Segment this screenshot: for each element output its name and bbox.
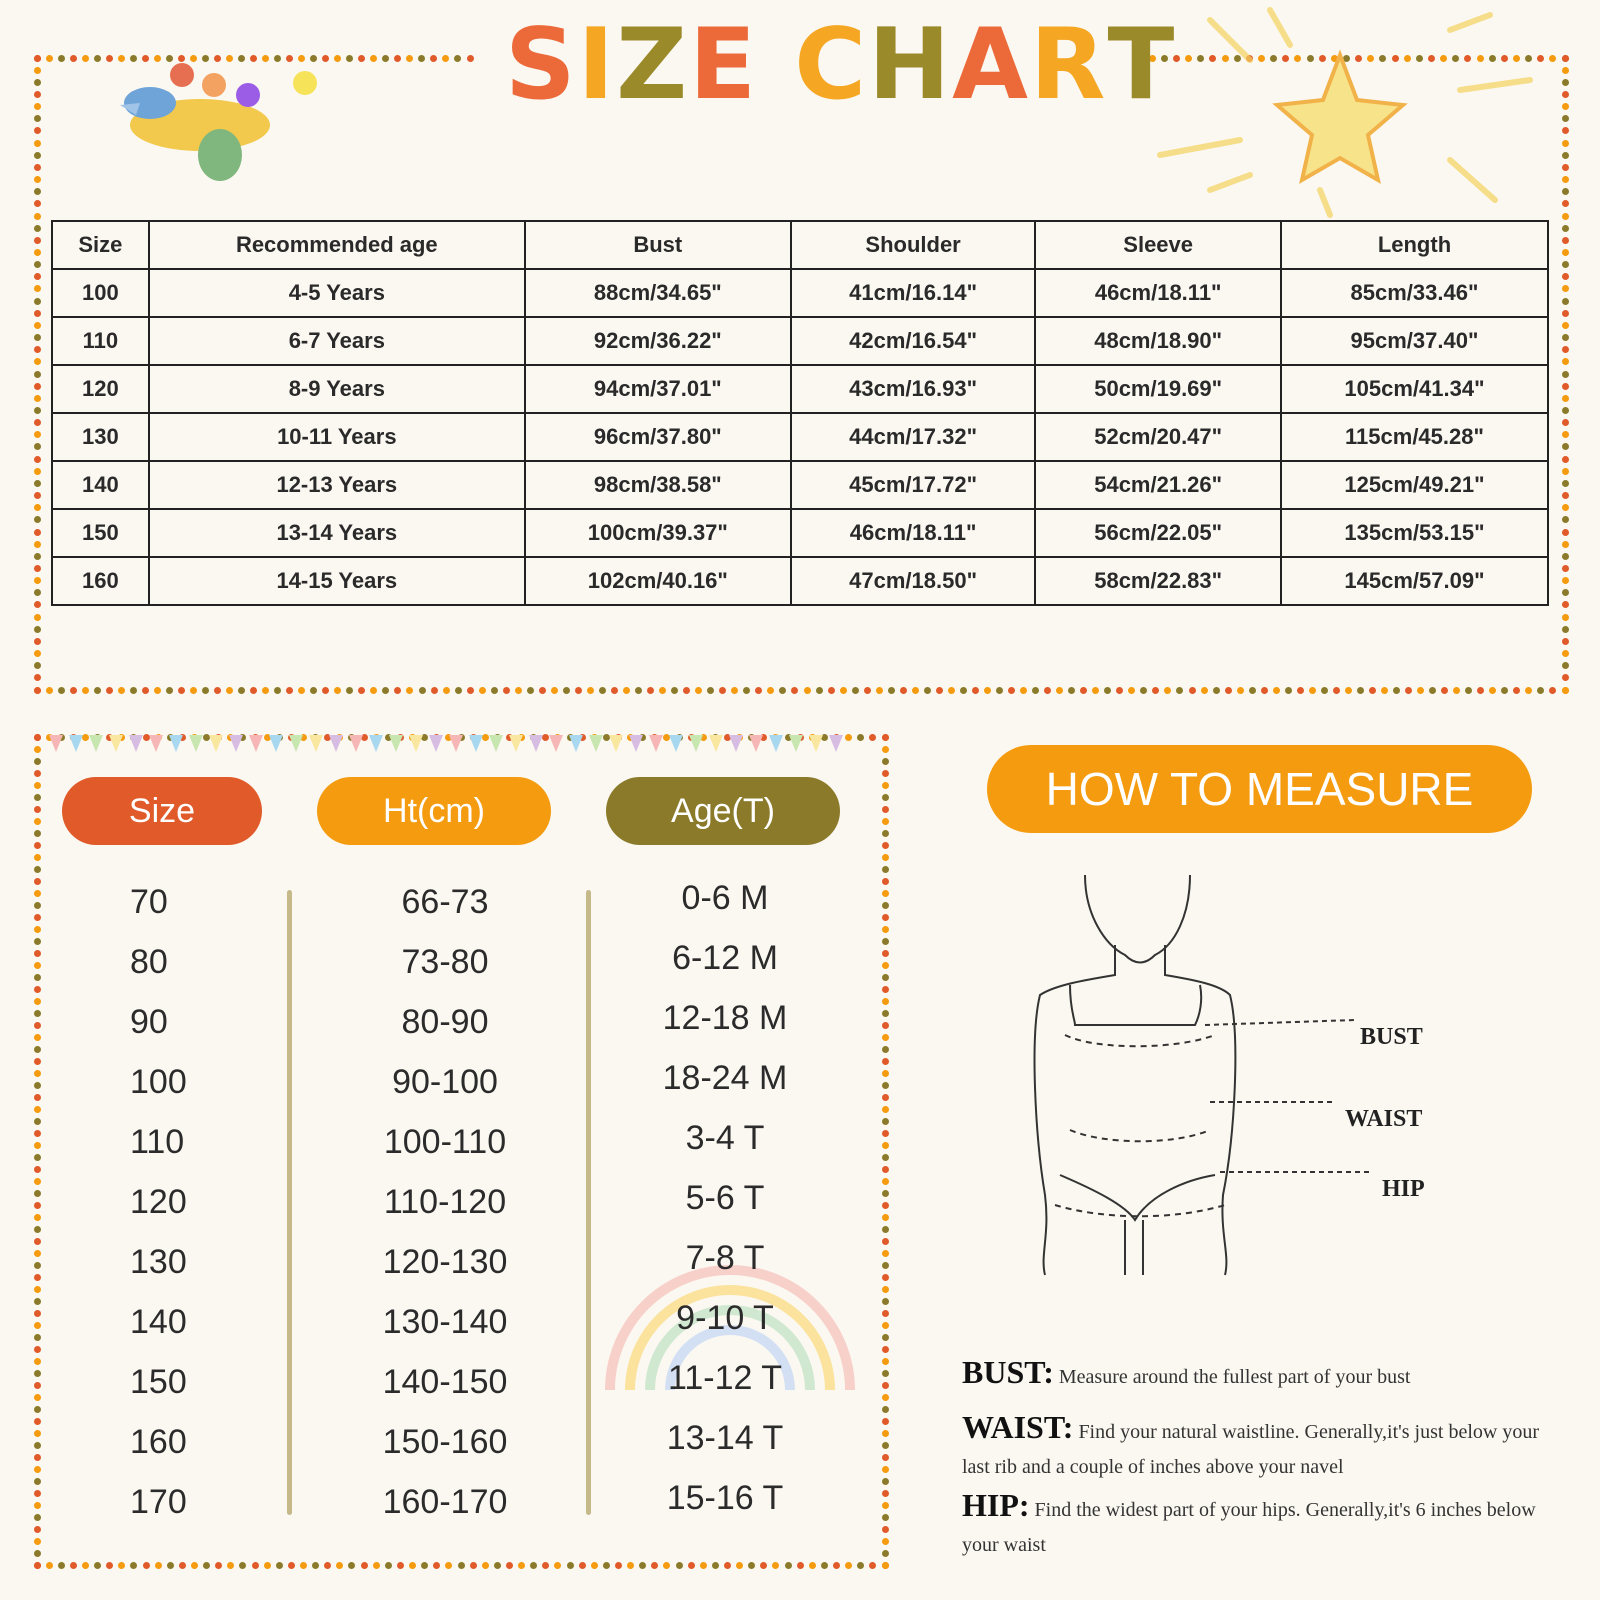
column-divider-1 bbox=[287, 890, 292, 1515]
height-value: 150-160 bbox=[382, 1423, 508, 1461]
airplane-kids-illustration bbox=[110, 45, 330, 185]
bunting-flag bbox=[389, 735, 403, 752]
size-value: 100 bbox=[130, 1063, 187, 1101]
table-cell: 145cm/57.09" bbox=[1281, 557, 1548, 605]
table-cell: 46cm/18.11" bbox=[1035, 269, 1281, 317]
bunting-decoration bbox=[45, 730, 880, 770]
bunting-flag bbox=[249, 735, 263, 752]
table-cell: 102cm/40.16" bbox=[525, 557, 791, 605]
table-cell: 135cm/53.15" bbox=[1281, 509, 1548, 557]
size-value: 130 bbox=[130, 1243, 187, 1281]
table-cell: 54cm/21.26" bbox=[1035, 461, 1281, 509]
header-shoulder: Shoulder bbox=[791, 221, 1036, 269]
age-value: 13-14 T bbox=[666, 1419, 784, 1457]
bunting-flag bbox=[749, 735, 763, 752]
label-bust: BUST bbox=[1360, 1024, 1423, 1050]
table-cell: 46cm/18.11" bbox=[791, 509, 1036, 557]
size-value: 160 bbox=[130, 1423, 187, 1461]
size-table bbox=[51, 220, 1549, 606]
bunting-flag bbox=[489, 735, 503, 752]
table-cell: 43cm/16.93" bbox=[791, 365, 1036, 413]
table-cell: 47cm/18.50" bbox=[791, 557, 1036, 605]
bunting-flag bbox=[429, 735, 443, 752]
bunting-flag bbox=[229, 735, 243, 752]
bunting-flag bbox=[709, 735, 723, 752]
page-title bbox=[505, 8, 1177, 122]
hip-text: Find the widest part of your hips. Generally,it's 6 inches below your waist bbox=[962, 1499, 1536, 1556]
table-row bbox=[52, 365, 1548, 413]
bunting-flag bbox=[309, 735, 323, 752]
table-cell: 100cm/39.37" bbox=[525, 509, 791, 557]
bunting-flag bbox=[669, 735, 683, 752]
size-value: 120 bbox=[130, 1183, 187, 1221]
size-value: 80 bbox=[130, 943, 168, 981]
height-value: 160-170 bbox=[382, 1483, 508, 1521]
table-cell: 41cm/16.14" bbox=[791, 269, 1036, 317]
table-cell: 120 bbox=[52, 365, 149, 413]
header-size: Size bbox=[52, 221, 149, 269]
table-cell: 125cm/49.21" bbox=[1281, 461, 1548, 509]
table-cell: 98cm/38.58" bbox=[525, 461, 791, 509]
table-cell: 140 bbox=[52, 461, 149, 509]
bunting-flag bbox=[469, 735, 483, 752]
header-bust: Bust bbox=[525, 221, 791, 269]
table-cell: 94cm/37.01" bbox=[525, 365, 791, 413]
height-value: 73-80 bbox=[401, 943, 489, 981]
bunting-flag bbox=[129, 735, 143, 752]
table-cell: 13-14 Years bbox=[149, 509, 525, 557]
bunting-flag bbox=[589, 735, 603, 752]
age-value: 18-24 M bbox=[662, 1059, 788, 1097]
title-word-size: SIZE bbox=[505, 8, 759, 122]
bunting-flag bbox=[289, 735, 303, 752]
table-cell: 100 bbox=[52, 269, 149, 317]
age-value: 12-18 M bbox=[662, 999, 788, 1037]
table-cell: 115cm/45.28" bbox=[1281, 413, 1548, 461]
table-cell: 92cm/36.22" bbox=[525, 317, 791, 365]
table-cell: 58cm/22.83" bbox=[1035, 557, 1281, 605]
pill-height: Ht(cm) bbox=[317, 777, 551, 845]
label-waist: WAIST bbox=[1345, 1106, 1423, 1132]
table-row bbox=[52, 557, 1548, 605]
table-cell: 10-11 Years bbox=[149, 413, 525, 461]
height-value: 90-100 bbox=[392, 1063, 498, 1101]
table-row bbox=[52, 413, 1548, 461]
table-row bbox=[52, 509, 1548, 557]
bunting-flag bbox=[789, 735, 803, 752]
table-cell: 130 bbox=[52, 413, 149, 461]
bunting-flag bbox=[209, 735, 223, 752]
table-cell: 150 bbox=[52, 509, 149, 557]
bust-term: BUST: bbox=[962, 1354, 1054, 1390]
height-value: 130-140 bbox=[382, 1303, 508, 1341]
bunting-flag bbox=[569, 735, 583, 752]
bunting-flag bbox=[449, 735, 463, 752]
how-to-measure-title: HOW TO MEASURE bbox=[987, 745, 1532, 833]
size-value: 110 bbox=[130, 1123, 185, 1161]
bunting-flag bbox=[69, 735, 83, 752]
size-value: 140 bbox=[130, 1303, 187, 1341]
size-value: 170 bbox=[130, 1483, 187, 1521]
size-table-header-row bbox=[52, 221, 1548, 269]
height-value: 100-110 bbox=[383, 1123, 507, 1161]
bunting-flag bbox=[829, 735, 843, 752]
header-sleeve: Sleeve bbox=[1035, 221, 1281, 269]
bunting-flag bbox=[169, 735, 183, 752]
bunting-flag bbox=[629, 735, 643, 752]
height-value: 140-150 bbox=[382, 1363, 508, 1401]
age-value: 7-8 T bbox=[685, 1239, 765, 1277]
table-cell: 85cm/33.46" bbox=[1281, 269, 1548, 317]
label-hip: HIP bbox=[1382, 1176, 1425, 1202]
age-value: 6-12 M bbox=[672, 939, 778, 977]
bunting-flag bbox=[109, 735, 123, 752]
table-cell: 110 bbox=[52, 317, 149, 365]
hip-term: HIP: bbox=[962, 1487, 1030, 1523]
age-chart-height-column bbox=[380, 872, 510, 1532]
pill-age: Age(T) bbox=[606, 777, 840, 845]
bust-instruction bbox=[962, 1355, 1562, 1395]
table-cell: 48cm/18.90" bbox=[1035, 317, 1281, 365]
title-word-chart: CHART bbox=[794, 8, 1177, 122]
age-value: 11-12 T bbox=[667, 1359, 783, 1397]
waist-text: Find your natural waistline. Generally,it's just below your last rib and a couple of inches above your navel bbox=[962, 1421, 1539, 1478]
table-row bbox=[52, 269, 1548, 317]
age-chart-size-column bbox=[130, 872, 187, 1532]
waist-instruction bbox=[962, 1410, 1562, 1485]
hip-instruction bbox=[962, 1488, 1562, 1563]
star-icon bbox=[1150, 0, 1570, 220]
header-length: Length bbox=[1281, 221, 1548, 269]
table-cell: 42cm/16.54" bbox=[791, 317, 1036, 365]
age-value: 9-10 T bbox=[676, 1299, 774, 1337]
bunting-flag bbox=[769, 735, 783, 752]
table-cell: 52cm/20.47" bbox=[1035, 413, 1281, 461]
header-recommended-age: Recommended age bbox=[149, 221, 525, 269]
bunting-flag bbox=[689, 735, 703, 752]
waist-term: WAIST: bbox=[962, 1409, 1074, 1445]
bunting-flag bbox=[809, 735, 823, 752]
bunting-flag bbox=[549, 735, 563, 752]
bunting-flag bbox=[89, 735, 103, 752]
table-row bbox=[52, 461, 1548, 509]
size-value: 70 bbox=[130, 883, 168, 921]
bunting-flag bbox=[49, 735, 63, 752]
table-cell: 4-5 Years bbox=[149, 269, 525, 317]
table-cell: 105cm/41.34" bbox=[1281, 365, 1548, 413]
age-value: 15-16 T bbox=[666, 1479, 784, 1517]
bunting-flag bbox=[529, 735, 543, 752]
body-measurement-diagram bbox=[1025, 875, 1385, 1315]
table-cell: 6-7 Years bbox=[149, 317, 525, 365]
height-value: 80-90 bbox=[401, 1003, 489, 1041]
size-value: 90 bbox=[130, 1003, 168, 1041]
bunting-flag bbox=[189, 735, 203, 752]
table-cell: 12-13 Years bbox=[149, 461, 525, 509]
table-cell: 45cm/17.72" bbox=[791, 461, 1036, 509]
bunting-flag bbox=[349, 735, 363, 752]
bunting-flag bbox=[329, 735, 343, 752]
table-row bbox=[52, 317, 1548, 365]
pill-size: Size bbox=[62, 777, 262, 845]
table-cell: 44cm/17.32" bbox=[791, 413, 1036, 461]
bust-text: Measure around the fullest part of your bust bbox=[1058, 1366, 1411, 1388]
table-cell: 14-15 Years bbox=[149, 557, 525, 605]
bunting-flag bbox=[609, 735, 623, 752]
age-chart-age-column bbox=[650, 868, 800, 1528]
table-cell: 50cm/19.69" bbox=[1035, 365, 1281, 413]
table-cell: 96cm/37.80" bbox=[525, 413, 791, 461]
bunting-flag bbox=[369, 735, 383, 752]
bunting-flag bbox=[729, 735, 743, 752]
bunting-flag bbox=[269, 735, 283, 752]
age-value: 3-4 T bbox=[685, 1119, 765, 1157]
table-cell: 56cm/22.05" bbox=[1035, 509, 1281, 557]
bunting-flag bbox=[509, 735, 523, 752]
table-cell: 8-9 Years bbox=[149, 365, 525, 413]
height-value: 110-120 bbox=[383, 1183, 507, 1221]
age-value: 0-6 M bbox=[681, 879, 769, 917]
table-cell: 88cm/34.65" bbox=[525, 269, 791, 317]
bunting-flag bbox=[649, 735, 663, 752]
size-value: 150 bbox=[130, 1363, 187, 1401]
bunting-flag bbox=[409, 735, 423, 752]
bunting-flag bbox=[149, 735, 163, 752]
table-cell: 95cm/37.40" bbox=[1281, 317, 1548, 365]
height-value: 66-73 bbox=[401, 883, 489, 921]
age-value: 5-6 T bbox=[685, 1179, 765, 1217]
table-cell: 160 bbox=[52, 557, 149, 605]
height-value: 120-130 bbox=[382, 1243, 508, 1281]
